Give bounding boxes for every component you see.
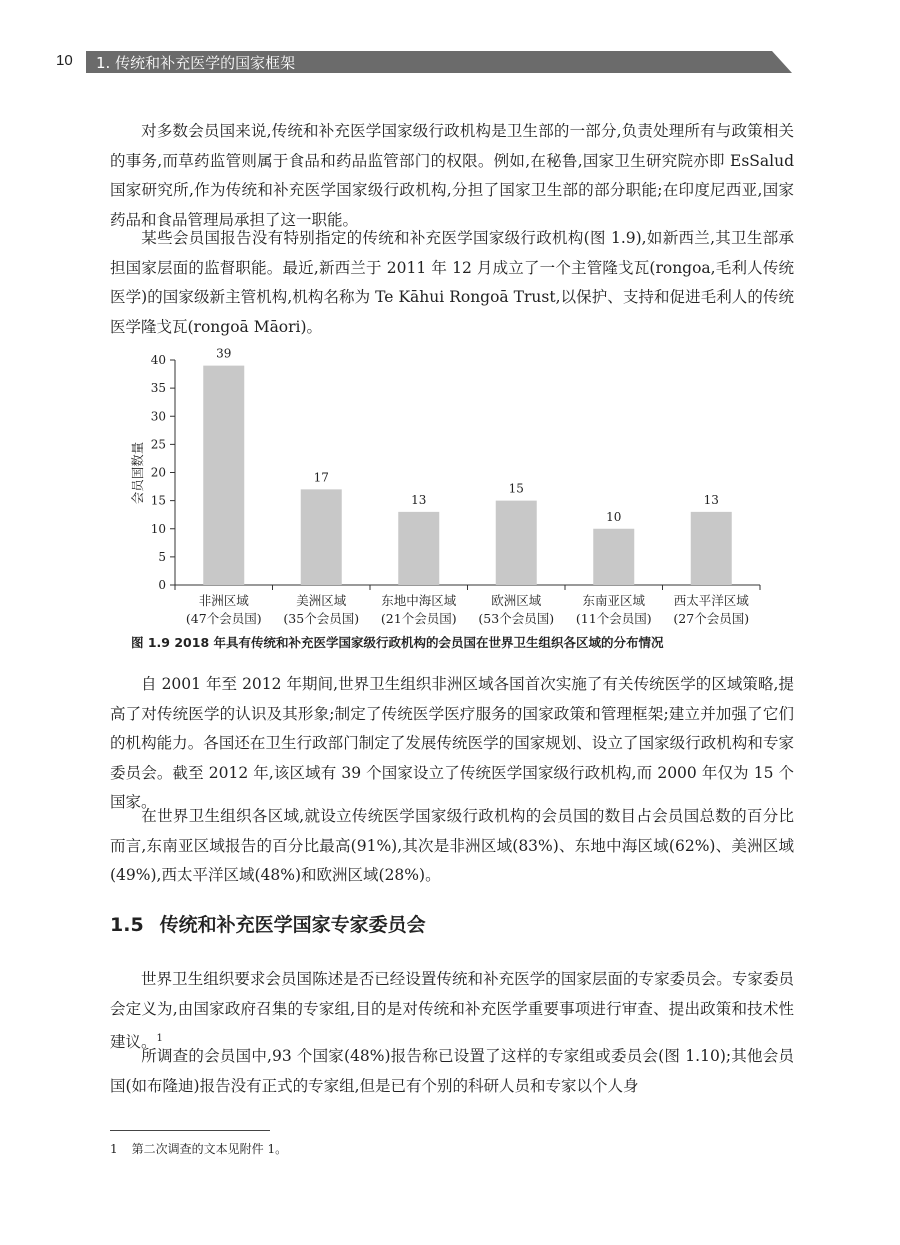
bar-value-label: 13 [411, 492, 427, 507]
bars [203, 366, 732, 585]
bar [203, 366, 244, 585]
bar [496, 501, 537, 585]
bar-value-label: 17 [313, 470, 329, 485]
y-axis-label: 会员国数量 [130, 441, 145, 505]
bar-value-label: 13 [703, 492, 719, 507]
x-axis-ticks [175, 585, 760, 590]
bar-value-label: 10 [606, 509, 622, 524]
bar-chart-svg [120, 345, 770, 630]
paragraph-2-text: 某些会员国报告没有特别指定的传统和补充医学国家级行政机构(图 1.9),如新西兰,其卫生部承担国家层面的监督职能。最近,新西兰于 2011 年 12 月成立了一个主管隆戈瓦(rongoa,毛利人传统医学)的国家级新主管机构,机构名称为 Te Kāhui Rongoā Trust,以保护、支持和促进毛利人的传统医学隆戈瓦(rongoā Māori)。 [110, 229, 794, 336]
bar-value-labels [216, 347, 719, 524]
section-heading [110, 910, 426, 937]
bar-value-label: 15 [508, 481, 524, 496]
y-axis-ticks [151, 353, 175, 592]
paragraph-1 [110, 117, 794, 235]
footnote-ref: 1 [156, 1033, 163, 1044]
category-label: 东南亚区域 [582, 593, 646, 608]
y-tick-label: 20 [150, 465, 166, 480]
y-tick-label: 30 [150, 409, 166, 424]
paragraph-1-text: 对多数会员国来说,传统和补充医学国家级行政机构是卫生部的一部分,负责处理所有与政策相关的事务,而草药监管则属于食品和药品监管部门的权限。例如,在秘鲁,国家卫生研究院亦即 EsSalud 国家研究所,作为传统和补充医学国家级行政机构,分担了国家卫生部的部分职能;在印度尼西亚,国家药品和食品管理局承担了这一职能。 [110, 122, 794, 229]
bar-value-label: 39 [216, 346, 232, 361]
y-tick-label: 40 [150, 353, 166, 367]
running-header-title: 1. 传统和补充医学的国家框架 [96, 54, 296, 72]
y-tick-label: 10 [150, 521, 166, 536]
footnote-text: 第二次调查的文本见附件 1。 [131, 1142, 288, 1156]
category-sublabel: (47个会员国) [185, 611, 262, 626]
category-label: 美洲区域 [296, 593, 347, 608]
bar [398, 512, 439, 585]
category-sublabel: (27个会员国) [673, 611, 750, 626]
y-tick-label: 5 [158, 549, 166, 564]
section-number: 1.5 [110, 914, 144, 936]
paragraph-2 [110, 224, 794, 342]
bar [301, 489, 342, 585]
category-sublabel: (53个会员国) [478, 611, 555, 626]
category-label: 非洲区域 [198, 593, 249, 608]
paragraph-5-text: 世界卫生组织要求会员国陈述是否已经设置传统和补充医学的国家层面的专家委员会。专家委员会定义为,由国家政府召集的专家组,目的是对传统和补充医学重要事项进行审查、提出政策和技术性建议。 [110, 970, 794, 1052]
bar [593, 529, 634, 585]
paragraph-6 [110, 1042, 794, 1101]
y-tick-label: 25 [150, 437, 166, 452]
category-labels [186, 593, 749, 626]
section-title: 传统和补充医学国家专家委员会 [159, 914, 426, 936]
paragraph-4 [110, 802, 794, 891]
paragraph-3 [110, 670, 794, 818]
footnote-rule [110, 1130, 270, 1131]
category-label: 东地中海区域 [381, 593, 457, 608]
category-sublabel: (21个会员国) [380, 611, 457, 626]
page-number: 10 [56, 52, 73, 69]
category-label: 西太平洋区域 [673, 593, 749, 608]
footnote [110, 1140, 287, 1157]
paragraph-3-text: 自 2001 年至 2012 年期间,世界卫生组织非洲区域各国首次实施了有关传统医学的区域策略,提高了对传统医学的认识及其形象;制定了传统医学医疗服务的国家政策和管理框架;建立并加强了它们的机构能力。各国还在卫生行政部门制定了发展传统医学的国家规划、设立了国家级行政机构和专家委员会。截至 2012 年,该区域有 39 个国家设立了传统医学国家级行政机构,而 2000 年仅为 15 个国家。 [110, 675, 794, 811]
chart-caption: 图 1.9 2018 年具有传统和补充医学国家级行政机构的会员国在世界卫生组织各区域的分布情况 [131, 635, 664, 650]
bar [691, 512, 732, 585]
y-tick-label: 35 [150, 381, 166, 396]
category-sublabel: (35个会员国) [283, 611, 360, 626]
y-tick-label: 15 [150, 493, 166, 508]
category-label: 欧洲区域 [491, 593, 542, 608]
paragraph-4-text: 在世界卫生组织各区域,就设立传统医学国家级行政机构的会员国的数目占会员国总数的百分比而言,东南亚区域报告的百分比最高(91%),其次是非洲区域(83%)、东地中海区域(62%)、美洲区域(49%),西太平洋区域(48%)和欧洲区域(28%)。 [110, 807, 794, 884]
footnote-number: 1 [110, 1142, 118, 1156]
paragraph-6-text: 所调查的会员国中,93 个国家(48%)报告称已设置了这样的专家组或委员会(图 1.10);其他会员国(如布隆迪)报告没有正式的专家组,但是已有个别的科研人员和专家以个人身 [110, 1047, 794, 1095]
y-tick-label: 0 [158, 578, 166, 592]
bar-chart [120, 345, 770, 635]
category-sublabel: (11个会员国) [575, 611, 652, 626]
